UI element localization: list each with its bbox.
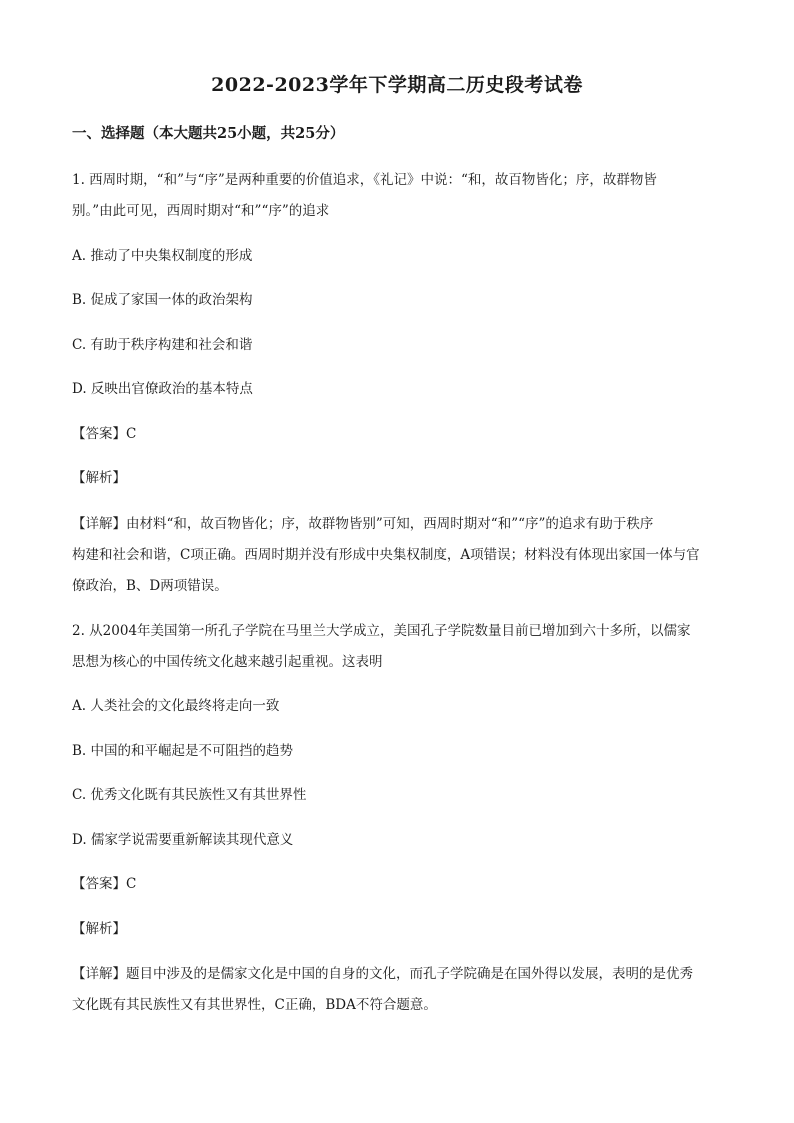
q2-option-c: C. 优秀文化既有其民族性又有其世界性 <box>72 787 307 803</box>
q1-detail-line-3: 僚政治，B、D两项错误。 <box>72 578 228 594</box>
q1-option-c: C. 有助于秩序构建和社会和谐 <box>72 337 253 353</box>
q1-stem-line-2: 别。”由此可见，西周时期对“和”“序”的追求 <box>72 203 330 219</box>
q1-stem-line-1: 1. 西周时期，“和”与“序”是两种重要的价值追求，《礼记》中说：“和，故百物皆化；序，故群物皆 <box>72 172 657 188</box>
q1-answer: 【答案】C <box>72 426 137 442</box>
q2-stem-line-1: 2. 从2004年美国第一所孔子学院在马里兰大学成立，美国孔子学院数量目前已增加到六十多所，以儒家 <box>72 623 691 639</box>
q2-option-b: B. 中国的和平崛起是不可阻挡的趋势 <box>72 743 294 759</box>
q2-detail-line-1: 【详解】题目中涉及的是儒家文化是中国的自身的文化，而孔子学院确是在国外得以发展，表明的是优秀 <box>72 966 693 982</box>
q2-option-a: A. 人类社会的文化最终将走向一致 <box>72 698 280 714</box>
q2-option-d: D. 儒家学说需要重新解读其现代意义 <box>72 832 294 848</box>
q2-detail-line-2: 文化既有其民族性又有其世界性，C正确，BDA不符合题意。 <box>72 997 437 1013</box>
q2-stem-line-2: 思想为核心的中国传统文化越来越引起重视。这表明 <box>72 654 383 670</box>
q1-detail-line-2: 构建和社会和谐，C项正确。西周时期并没有形成中央集权制度，A项错误；材料没有体现出家国一体与官 <box>72 547 700 563</box>
q1-detail-line-1: 【详解】由材料“和，故百物皆化；序，故群物皆别”可知，西周时期对“和”“序”的追求有助于秩序 <box>72 516 654 532</box>
section-heading: 一、选择题（本大题共25小题，共25分） <box>72 125 345 142</box>
page-title: 2022-2023学年下学期高二历史段考试卷 <box>211 74 583 96</box>
q1-option-a: A. 推动了中央集权制度的形成 <box>72 248 253 264</box>
q1-option-b: B. 促成了家国一体的政治架构 <box>72 292 253 308</box>
q1-option-d: D. 反映出官僚政治的基本特点 <box>72 381 253 397</box>
q1-analysis-label: 【解析】 <box>72 470 126 486</box>
q2-answer: 【答案】C <box>72 876 137 892</box>
q2-analysis-label: 【解析】 <box>72 921 126 937</box>
